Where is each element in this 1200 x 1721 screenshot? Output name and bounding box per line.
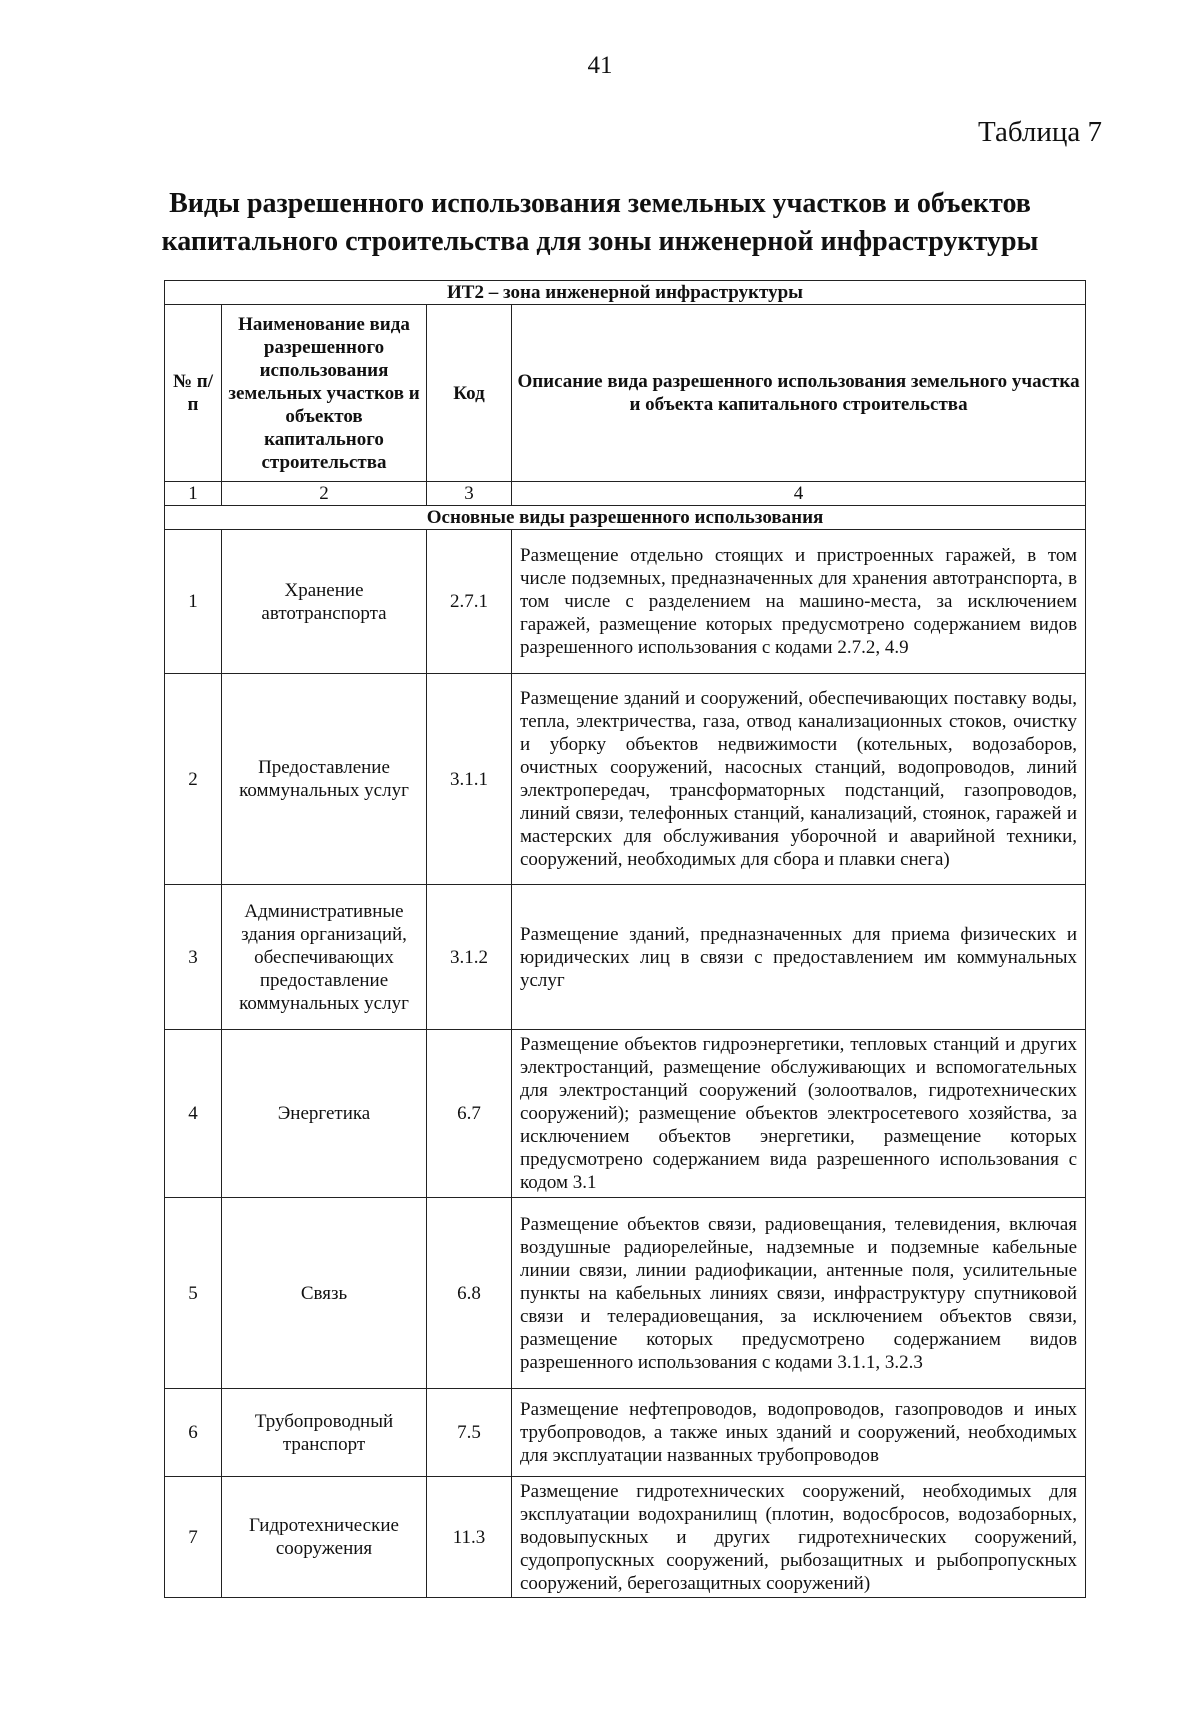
column-number-4: 4: [512, 482, 1086, 506]
column-number-3: 3: [427, 482, 512, 506]
row-code: 6.8: [427, 1198, 512, 1389]
row-code: 6.7: [427, 1030, 512, 1198]
table-row: [165, 885, 1086, 1030]
header-code: Код: [427, 305, 512, 482]
row-code: 3.1.1: [427, 674, 512, 885]
row-description: Размещение зданий, предназначенных для приема физических и юридических лиц в связи с предоставлением им коммунальных услуг: [512, 885, 1086, 1030]
land-use-table: [164, 280, 1086, 1598]
row-number: 3: [165, 885, 222, 1030]
zone-title-row: [165, 281, 1086, 305]
document-title: [0, 185, 1200, 261]
row-description: Размещение отдельно стоящих и пристроенных гаражей, в том числе подземных, предназначенных для хранения автотранспорта, в том числе с разделением на машино-места, за исключением гаражей, размещение которых предусмотрено содержанием видов разрешенного использования с кодами 2.7.2, 4.9: [512, 530, 1086, 674]
row-code: 2.7.1: [427, 530, 512, 674]
table-row: [165, 1477, 1086, 1598]
row-name: Гидротехнические сооружения: [222, 1477, 427, 1598]
row-number: 1: [165, 530, 222, 674]
row-name: Связь: [222, 1198, 427, 1389]
section-row: [165, 506, 1086, 530]
row-name: Трубопроводный транспорт: [222, 1389, 427, 1477]
zone-title: ИТ2 – зона инженерной инфраструктуры: [165, 281, 1086, 305]
row-name: Хранение автотранспорта: [222, 530, 427, 674]
row-name: Административные здания организаций, обеспечивающих предоставление коммунальных услуг: [222, 885, 427, 1030]
document-title-line-2: капитального строительства для зоны инженерной инфраструктуры: [161, 226, 1039, 257]
row-number: 4: [165, 1030, 222, 1198]
document-title-line-1: Виды разрешенного использования земельных участков и объектов: [169, 188, 1031, 219]
page-number: 41: [587, 52, 613, 79]
row-number: 5: [165, 1198, 222, 1389]
section-title: Основные виды разрешенного использования: [165, 506, 1086, 530]
table-row: [165, 530, 1086, 674]
row-code: 7.5: [427, 1389, 512, 1477]
column-number-1: 1: [165, 482, 222, 506]
row-number: 7: [165, 1477, 222, 1598]
header-description: Описание вида разрешенного использования земельного участка и объекта капитального строительства: [512, 305, 1086, 482]
row-description: Размещение объектов связи, радиовещания, телевидения, включая воздушные радиорелейные, надземные и подземные кабельные линии связи, линии радиофикации, антенные поля, усилительные пункты на кабельных линиях связи, инфраструктуру спутниковой связи и телерадиовещания, за исключением объектов связи, размещение которых предусмотрено содержанием видов разрешенного использования с кодами 3.1.1, 3.2.3: [512, 1198, 1086, 1389]
header-name: Наименование вида разрешенного использования земельных участков и объектов капитального строительства: [222, 305, 427, 482]
row-code: 11.3: [427, 1477, 512, 1598]
table-row: [165, 674, 1086, 885]
column-number-row: [165, 482, 1086, 506]
row-number: 2: [165, 674, 222, 885]
row-description: Размещение гидротехнических сооружений, необходимых для эксплуатации водохранилищ (плотин, водосбросов, водозаборных, водовыпускных и других гидротехнических сооружений, судопропускных сооружений, рыбозащитных и рыбопропускных сооружений, берегозащитных сооружений): [512, 1477, 1086, 1598]
table-label: Таблица 7: [977, 116, 1102, 148]
table-row: [165, 1030, 1086, 1198]
row-number: 6: [165, 1389, 222, 1477]
row-description: Размещение нефтепроводов, водопроводов, газопроводов и иных трубопроводов, а также иных зданий и сооружений, необходимых для эксплуатации названных трубопроводов: [512, 1389, 1086, 1477]
column-number-2: 2: [222, 482, 427, 506]
row-code: 3.1.2: [427, 885, 512, 1030]
row-description: Размещение объектов гидроэнергетики, тепловых станций и других электростанций, размещение обслуживающих и вспомогательных для электростанций сооружений (золоотвалов, гидротехнических сооружений); размещение объектов электросетевого хозяйства, за исключением объектов энергетики, размещение которых предусмотрено содержанием вида разрешенного использования с кодом 3.1: [512, 1030, 1086, 1198]
row-name: Предоставление коммунальных услуг: [222, 674, 427, 885]
header-number: № п/п: [165, 305, 222, 482]
table-row: [165, 1389, 1086, 1477]
row-name: Энергетика: [222, 1030, 427, 1198]
header-row: [165, 305, 1086, 482]
row-description: Размещение зданий и сооружений, обеспечивающих поставку воды, тепла, электричества, газа, отвод канализационных стоков, очистку и уборку объектов недвижимости (котельных, водозаборов, очистных сооружений, насосных станций, водопроводов, линий электропередач, трансформаторных подстанций, газопроводов, линий связи, телефонных станций, канализаций, стоянок, гаражей и мастерских для обслуживания уборочной и аварийной техники, сооружений, необходимых для сбора и плавки снега): [512, 674, 1086, 885]
table-row: [165, 1198, 1086, 1389]
